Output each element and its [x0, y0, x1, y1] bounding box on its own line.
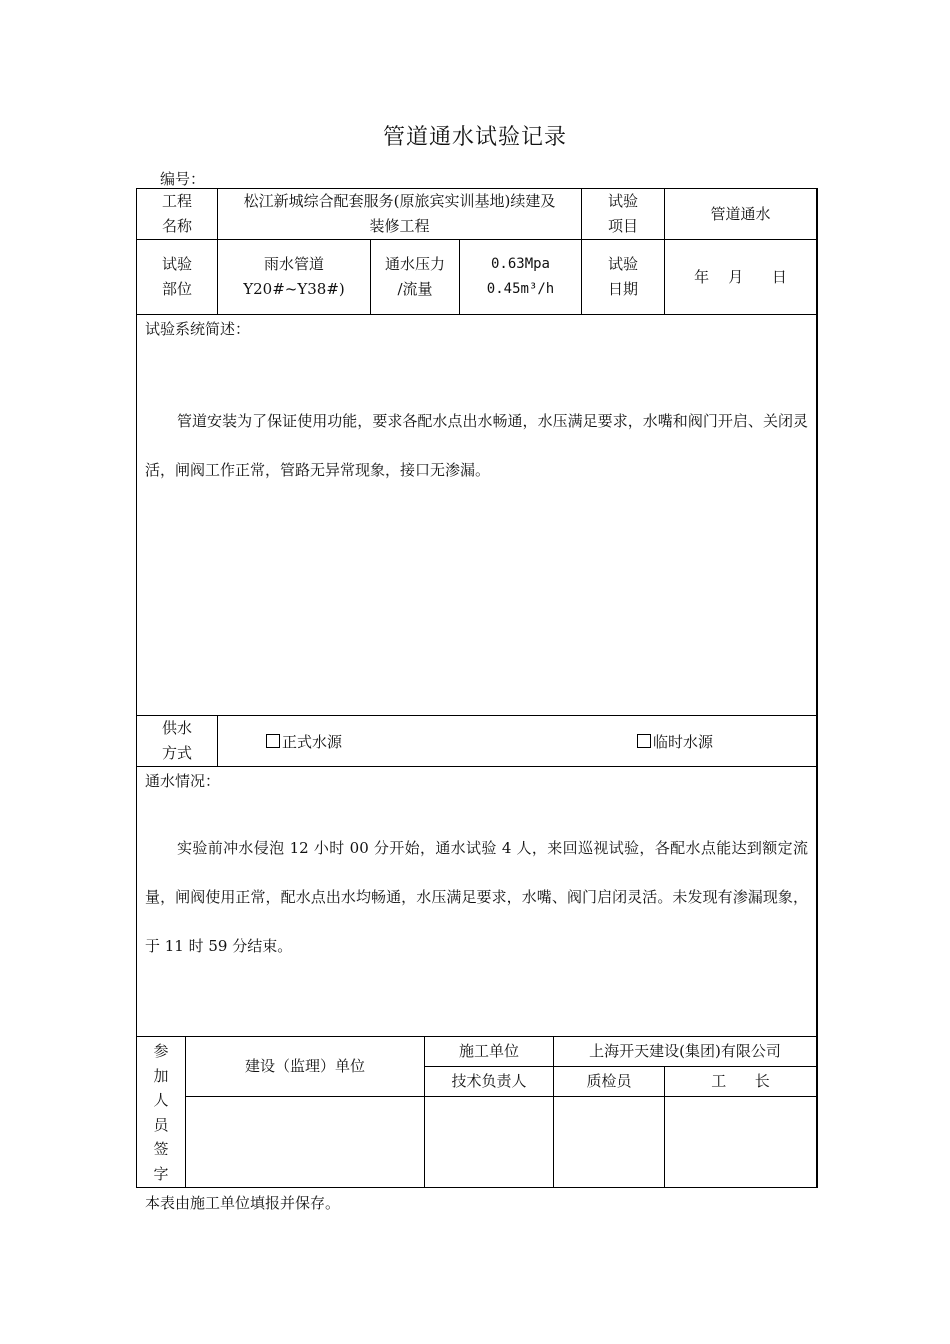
foreman-signature-field[interactable]	[665, 1097, 816, 1187]
serial-number-label: 编号：	[160, 170, 206, 188]
pressure-flow-label: 通水压力 /流量	[384, 255, 445, 298]
system-description-text: 管道安装为了保证使用功能，要求各配水点出水畅通，水压满足要求，水嘴和阀门开启、关闭灵活，闸阀工作正常，管路无异常现象，接口无渗漏。	[145, 412, 808, 479]
quality-inspector-label: 质检员	[586, 1072, 632, 1090]
flow-situation-label: 通水情况：	[145, 772, 221, 790]
test-date-value: 年 月 日	[694, 267, 787, 286]
test-item-value: 管道通水	[710, 204, 771, 223]
pressure-flow-value: 0.63Mpa 0.45m³/h	[486, 256, 555, 297]
owner-supervisor-unit-label: 建设（监理）单位	[244, 1057, 365, 1075]
checkbox-icon[interactable]	[266, 734, 280, 748]
project-name-value: 松江新城综合配套服务(原旅宾实训基地)续建及 装修工程	[243, 192, 556, 235]
footer-note: 本表由施工单位填报并保存。	[145, 1194, 341, 1212]
technical-lead-signature-field[interactable]	[425, 1097, 553, 1187]
foreman-label: 工 长	[711, 1072, 770, 1090]
owner-signature-field[interactable]	[186, 1097, 424, 1187]
system-description-label: 试验系统简述：	[145, 320, 251, 338]
page-title: 管道通水试验记录	[382, 125, 567, 150]
temporary-water-source-option[interactable]	[637, 731, 713, 752]
flow-situation-text: 实验前冲水侵泡 12 小时 00 分开始，通水试验 4 人，来回巡视试验，各配水点能达到额定流量，闸阀使用正常，配水点出水均畅通，水压满足要求，水嘴、阀门启闭灵活。未发现有渗漏现象，于 11 时 59 分结束。	[145, 839, 808, 955]
test-item-label: 试验 项目	[607, 192, 638, 235]
contractor-unit-name: 上海开天建设(集团)有限公司	[589, 1042, 781, 1060]
formal-water-source-label: 正式水源	[282, 733, 343, 751]
participants-signature-label: 参 加 人 员 签 字	[153, 1042, 169, 1183]
quality-inspector-signature-field[interactable]	[554, 1097, 664, 1187]
temporary-water-source-label: 临时水源	[653, 733, 714, 751]
contractor-unit-label: 施工单位	[458, 1042, 519, 1060]
water-supply-label: 供水 方式	[161, 719, 192, 762]
test-date-label: 试验 日期	[607, 255, 638, 298]
technical-lead-label: 技术负责人	[451, 1072, 527, 1090]
test-part-value: 雨水管道 Y20#~Y38#)	[243, 255, 345, 298]
test-part-label: 试验 部位	[161, 255, 192, 298]
formal-water-source-option[interactable]	[266, 731, 342, 752]
checkbox-icon[interactable]	[637, 734, 651, 748]
project-name-label: 工程 名称	[161, 192, 192, 235]
